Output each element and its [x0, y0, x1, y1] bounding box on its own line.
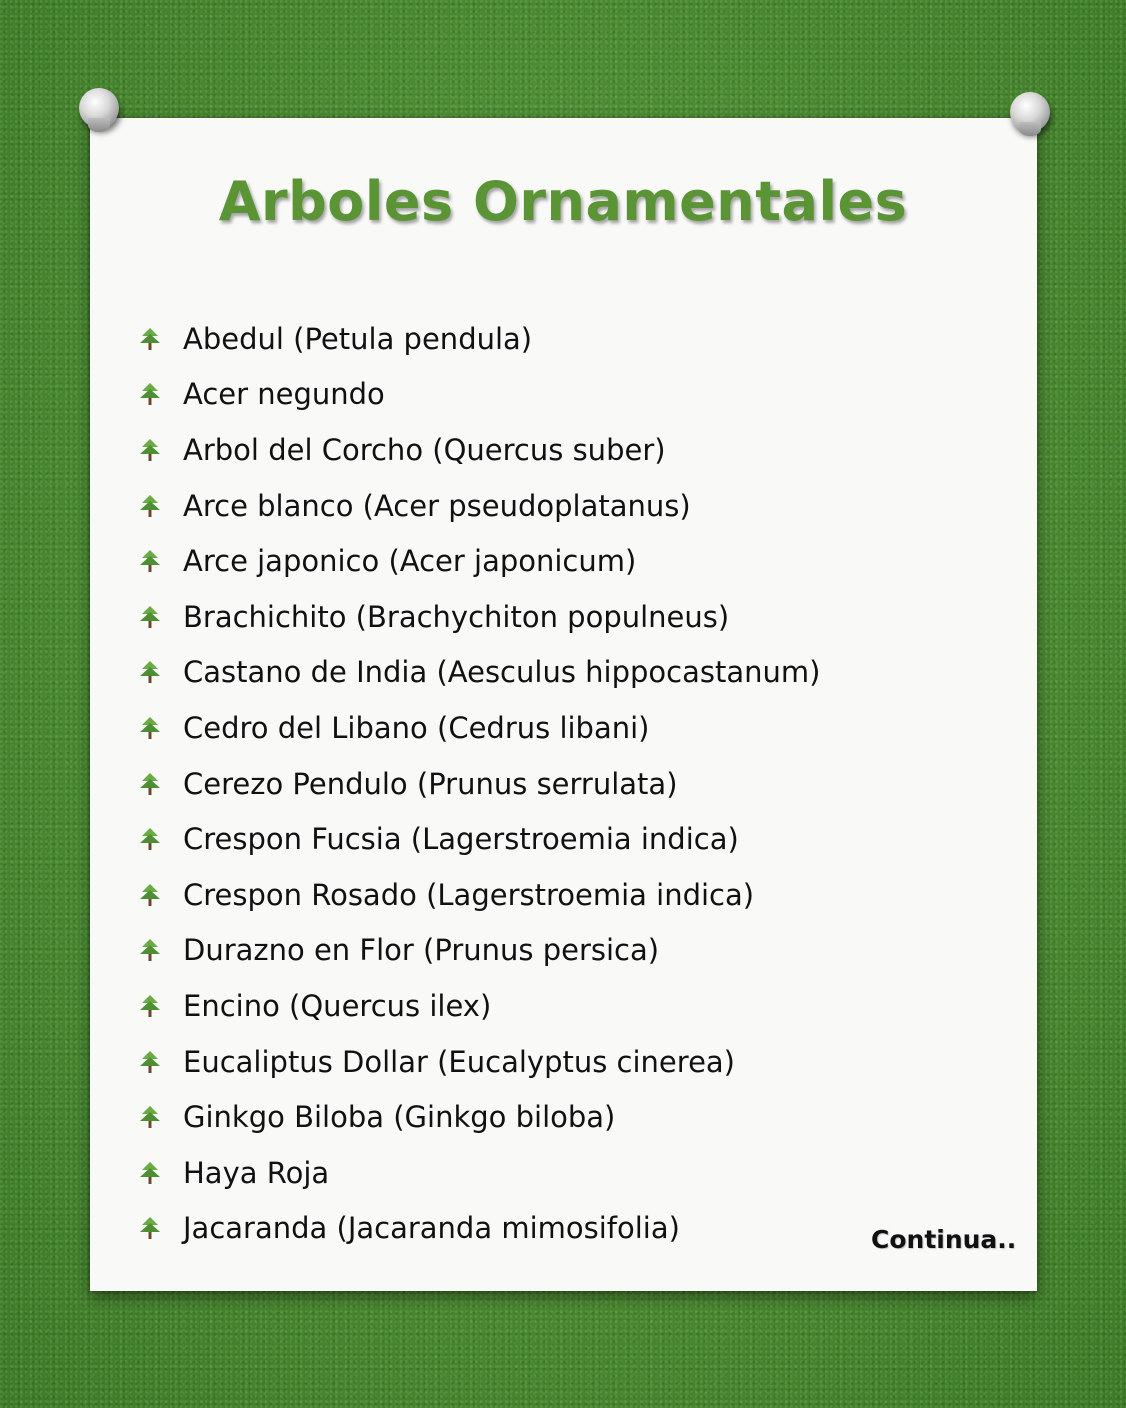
- tree-icon: [138, 1049, 162, 1075]
- list-item-text: Brachichito (Brachychiton populneus): [183, 599, 730, 634]
- list-item-text: Arbol del Corcho (Quercus suber): [183, 432, 666, 467]
- tree-icon: [138, 659, 162, 685]
- list-item: [138, 756, 820, 812]
- list-item: [138, 478, 820, 534]
- tree-icon: [138, 826, 162, 852]
- list-item-text: Castano de India (Aesculus hippocastanum): [183, 655, 821, 690]
- list-item: [138, 1089, 820, 1145]
- list-item-text: Eucaliptus Dollar (Eucalyptus cinerea): [183, 1044, 735, 1079]
- tree-icon: [138, 993, 162, 1019]
- list-item-text: Cerezo Pendulo (Prunus serrulata): [183, 766, 678, 801]
- list-item: [138, 533, 820, 589]
- list-item: [138, 367, 820, 423]
- tree-icon: [138, 548, 162, 574]
- tree-icon: [138, 493, 162, 519]
- tree-icon: [138, 381, 162, 407]
- list-item-text: Crespon Rosado (Lagerstroemia indica): [183, 877, 755, 912]
- list-item: [138, 422, 820, 478]
- tree-icon: [138, 937, 162, 963]
- list-item: [138, 1034, 820, 1090]
- pushpin-icon: [1010, 92, 1050, 132]
- tree-icon: [138, 1104, 162, 1130]
- list-item-text: Durazno en Flor (Prunus persica): [183, 933, 660, 968]
- list-item-text: Crespon Fucsia (Lagerstroemia indica): [183, 822, 739, 857]
- list-item: [138, 311, 820, 367]
- continue-label: Continua..: [871, 1225, 1017, 1254]
- pushpin-icon: [79, 88, 119, 128]
- list-item: [138, 700, 820, 756]
- list-item-text: Acer negundo: [183, 377, 385, 412]
- list-item: [138, 1145, 820, 1201]
- tree-list: [138, 311, 820, 1256]
- list-item-text: Encino (Quercus ilex): [183, 988, 492, 1023]
- list-item-text: Arce blanco (Acer pseudoplatanus): [183, 488, 691, 523]
- tree-icon: [138, 715, 162, 741]
- list-item: [138, 923, 820, 979]
- list-item-text: Haya Roja: [183, 1155, 330, 1190]
- tree-icon: [138, 882, 162, 908]
- list-item-text: Cedro del Libano (Cedrus libani): [183, 710, 650, 745]
- list-item-text: Jacaranda (Jacaranda mimosifolia): [183, 1211, 680, 1246]
- list-item: [138, 1201, 820, 1257]
- tree-icon: [138, 604, 162, 630]
- list-item-text: Abedul (Petula pendula): [183, 321, 533, 356]
- list-item: [138, 978, 820, 1034]
- tree-icon: [138, 326, 162, 352]
- page-title: Arboles Ornamentales: [218, 170, 908, 233]
- tree-icon: [138, 771, 162, 797]
- list-item-text: Arce japonico (Acer japonicum): [183, 544, 637, 579]
- tree-icon: [138, 1160, 162, 1186]
- list-item: [138, 811, 820, 867]
- list-item: [138, 645, 820, 701]
- list-item: [138, 589, 820, 645]
- list-item-text: Ginkgo Biloba (Ginkgo biloba): [183, 1100, 616, 1135]
- tree-icon: [138, 437, 162, 463]
- list-item: [138, 867, 820, 923]
- tree-icon: [138, 1215, 162, 1241]
